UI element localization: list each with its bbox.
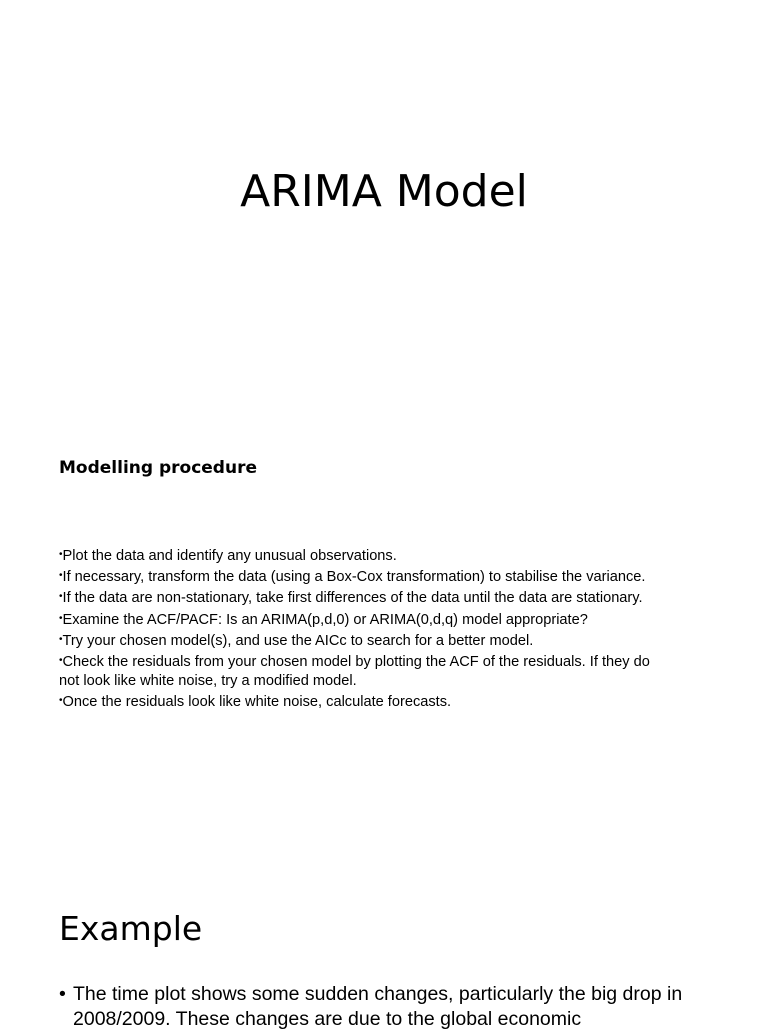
list-item-text: Once the residuals look like white noise, calculate forecasts. — [62, 694, 452, 711]
modelling-procedure-heading: Modelling procedure — [59, 458, 257, 478]
list-item — [59, 545, 659, 566]
list-item-text: If necessary, transform the data (using a Box-Cox transformation) to stabilise the variance. — [62, 569, 646, 586]
bullet-icon: • — [59, 633, 63, 645]
bullet-icon: • — [59, 695, 63, 707]
example-list — [59, 982, 709, 1032]
bullet-icon: • — [59, 655, 63, 667]
list-item — [59, 982, 709, 1032]
example-heading: Example — [59, 909, 203, 948]
list-item — [59, 651, 659, 691]
bullet-icon: • — [59, 612, 63, 624]
bullet-icon: • — [59, 570, 63, 582]
bullet-icon: • — [59, 983, 66, 1005]
list-item-text: Plot the data and identify any unusual observations. — [62, 548, 397, 564]
list-item — [59, 587, 659, 608]
bullet-icon: • — [59, 549, 63, 560]
list-item — [59, 630, 659, 651]
list-item-text: If the data are non-stationary, take first differences of the data until the data are stationary. — [62, 590, 643, 607]
bullet-icon: • — [59, 591, 63, 603]
list-item — [59, 609, 659, 630]
list-item-text: Examine the ACF/PACF: Is an ARIMA(p,d,0) or ARIMA(0,d,q) model appropriate? — [62, 611, 588, 628]
list-item-text: Try your chosen model(s), and use the AICc to search for a better model. — [62, 632, 534, 649]
list-item — [59, 691, 659, 712]
list-item-text: The time plot shows some sudden changes, particularly the big drop in 2008/2009. These changes are due to the global economic — [73, 983, 683, 1030]
page-title: ARIMA Model — [240, 166, 528, 217]
procedure-list — [59, 545, 659, 713]
list-item-text: Check the residuals from your chosen model by plotting the ACF of the residuals. If they do not look like white noise, try a modified model. — [59, 654, 650, 690]
list-item — [59, 566, 659, 587]
